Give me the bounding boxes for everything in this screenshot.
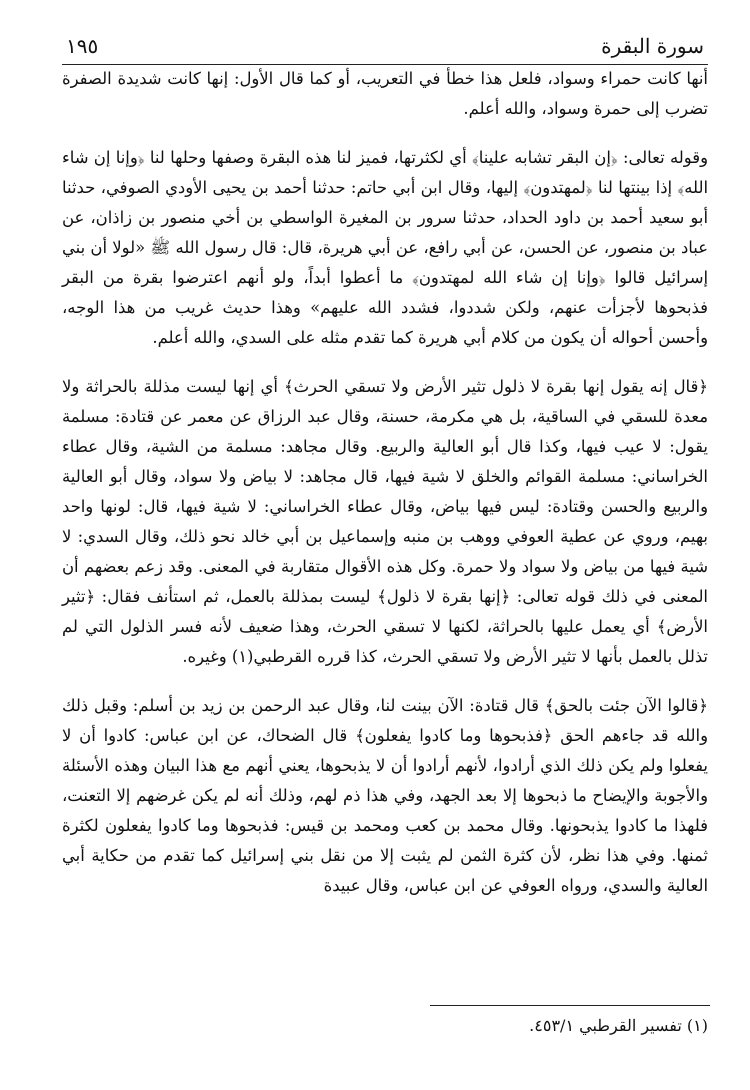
main-text: [62, 64, 708, 901]
paragraph: ﴿قال إنه يقول إنها بقرة لا ذلول تثير الأرض ولا تسقي الحرث﴾ أي إنها ليست مذللة بالحراثة ولا معدة للسقي في الساقية، بل هي مكرمة، حسنة، وقال عبد الرزاق عن معمر عن قتادة: مسلمة يقول: لا عيب فيها، وكذا قال أبو العالية والربيع. وقال مجاهد: مسلمة من الشية، وقال عطاء الخراساني: مسلمة القوائم والخلق لا شية فيها، قال مجاهد: لا بياض ولا سواد، وقال أبو العالية والربيع والحسن وقتادة: ليس فيها بياض، وقال عطاء الخراساني: لا شية فيها، قال: لونها واحد بهيم، وروي عن عطية العوفي ووهب بن منبه وإسماعيل بن أبي خالد نحو ذلك، وقال السدي: لا شية فيها من بياض ولا سواد ولا حمرة. وكل هذه الأقوال متقاربة في المعنى. وقد زعم بعضهم أن المعنى في ذلك قوله تعالى: ﴿إنها بقرة لا ذلول﴾ ليست بمذللة بالعمل، ثم استأنف فقال: ﴿تثير الأرض﴾ أي يعمل عليها بالحراثة، لكنها لا تسقي الحرث، وهذا ضعيف لأنه فسر الذلول التي لم تذلل بالعمل بأنها لا تثير الأرض ولا تسقي الحرث، كذا قرره القرطبي(١) وغيره.: [62, 377, 708, 666]
page-number: ١٩٥: [66, 34, 99, 58]
footnote-divider: [430, 1005, 710, 1006]
surah-title: سورة البقرة: [601, 34, 704, 58]
paragraph: وقوله تعالى: ﴿إن البقر تشابه علينا﴾ أي لكثرتها، فميز لنا هذه البقرة وصفها وحلها لنا ﴿وإنا إن شاء الله﴾ إذا بينتها لنا ﴿لمهتدون﴾ إليها، وقال ابن أبي حاتم: حدثنا أحمد بن يحيى الأودي الصوفي، حدثنا أبو سعيد أحمد بن داود الحداد، حدثنا سرور بن المغيرة الواسطي بن أخي منصور بن زاذان، عن عباد بن منصور، عن الحسن، عن أبي رافع، عن أبي هريرة، قال: قال رسول الله ﷺ «لولا أن بني إسرائيل قالوا ﴿وإنا إن شاء الله لمهتدون﴾ ما أعطوا أبداً، ولو أنهم اعترضوا بقرة من البقر فذبحوها لأجزأت عنهم، ولكن شددوا، فشدد الله عليهم» وهذا حديث غريب من هذا الوجه، وأحسن أحواله أن يكون من كلام أبي هريرة كما تقدم مثله على السدي، والله أعلم.: [62, 148, 708, 347]
running-header: [62, 30, 708, 65]
footnote: (١) تفسير القرطبي ٤٥٣/١.: [529, 1016, 708, 1035]
paragraph: ﴿قالوا الآن جئت بالحق﴾ قال قتادة: الآن بينت لنا، وقال عبد الرحمن بن زيد بن أسلم: وقبل ذلك والله قد جاءهم الحق ﴿فذبحوها وما كادوا يفعلون﴾ قال الضحاك، عن ابن عباس: كادوا أن لا يفعلوا ولم يكن ذلك الذي أرادوا، لأنهم أرادوا أن لا يذبحوها، يعني أنهم مع هذا البيان وهذه الأسئلة والأجوبة والإيضاح ما ذبحوها إلا بعد الجهد، وفي هذا ذم لهم، وذلك أنه لم يكن غرضهم إلا التعنت، فلهذا ما كادوا يذبحونها. وقال محمد بن كعب ومحمد بن قيس: فذبحوها وما كادوا يفعلون لكثرة ثمنها. وفي هذا نظر، لأن كثرة الثمن لم يثبت إلا من نقل بني إسرائيل كما تقدم من حكاية أبي العالية والسدي، ورواه العوفي عن ابن عباس، وقال عبيدة: [62, 696, 708, 895]
paragraph: أنها كانت حمراء وسواد، فلعل هذا خطأ في التعريب، أو كما قال الأول: إنها كانت شديدة الصفرة تضرب إلى حمرة وسواد، والله أعلم.: [62, 69, 708, 118]
